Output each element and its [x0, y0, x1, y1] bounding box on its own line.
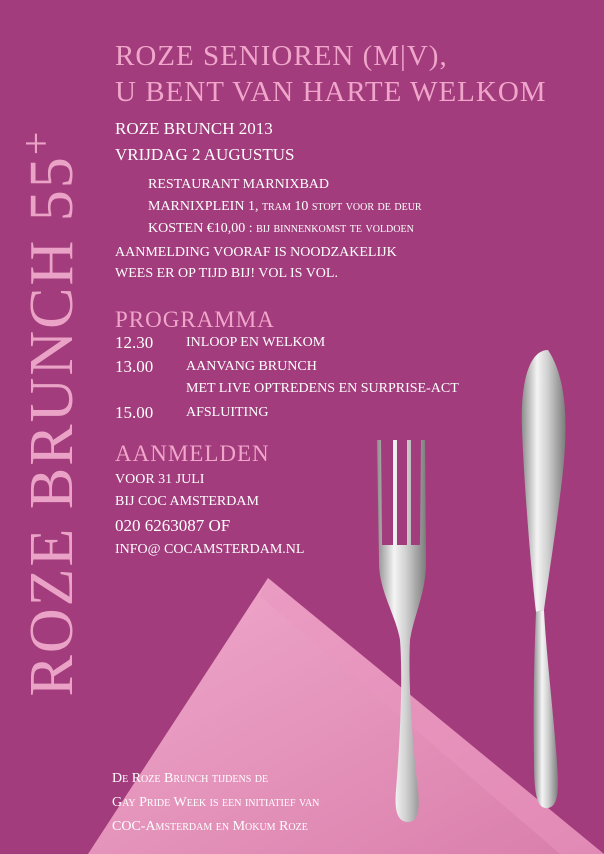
- aanmelden-line-2: BIJ COC AMSTERDAM: [115, 494, 259, 509]
- event-venue: RESTAURANT MARNIXBAD: [148, 177, 330, 192]
- aanmelden-line-1: VOOR 31 JULI: [115, 472, 205, 487]
- programma-time: 12.30: [115, 333, 154, 352]
- programma-item: MET LIVE OPTREDENS EN SURPRISE-ACT: [186, 381, 459, 396]
- event-note-2: WEES ER OP TIJD BIJ! VOL IS VOL.: [115, 266, 338, 281]
- footer-line-1: De Roze Brunch tijdens de: [112, 771, 269, 786]
- footer-line-3: COC-Amsterdam en Mokum Roze: [112, 819, 308, 834]
- programma-time: 15.00: [115, 403, 154, 422]
- aanmelden-title: AANMELDEN: [115, 441, 270, 466]
- programma-title: PROGRAMMA: [115, 307, 275, 332]
- event-cost: KOSTEN €10,00 : bij binnenkomst te voldoen: [148, 221, 414, 236]
- programma-item: AFSLUITING: [186, 405, 269, 420]
- aanmelden-phone: 020 6263087 OF: [115, 516, 231, 535]
- footer-line-2: Gay Pride Week is een initiatief van: [112, 795, 320, 810]
- aanmelden-email: INFO@ COCAMSTERDAM.NL: [115, 542, 305, 557]
- event-line-2: VRIJDAG 2 AUGUSTUS: [115, 145, 295, 164]
- heading-line-1: ROZE SENIOREN (M|V),: [115, 40, 448, 72]
- programma-item: AANVANG BRUNCH: [186, 359, 317, 374]
- event-note-1: AANMELDING VOORAF IS NOODZAKELIJK: [115, 245, 397, 260]
- event-address: MARNIXPLEIN 1, tram 10 stopt voor de deur: [148, 199, 422, 214]
- programma-time: 13.00: [115, 357, 154, 376]
- programma-item: INLOOP EN WELKOM: [186, 335, 326, 350]
- heading-line-2: U BENT VAN HARTE WELKOM: [115, 76, 547, 108]
- event-line-1: ROZE BRUNCH 2013: [115, 119, 273, 138]
- knife-illustration: [522, 350, 566, 808]
- side-title: ROZE BRUNCH 55+: [14, 129, 86, 697]
